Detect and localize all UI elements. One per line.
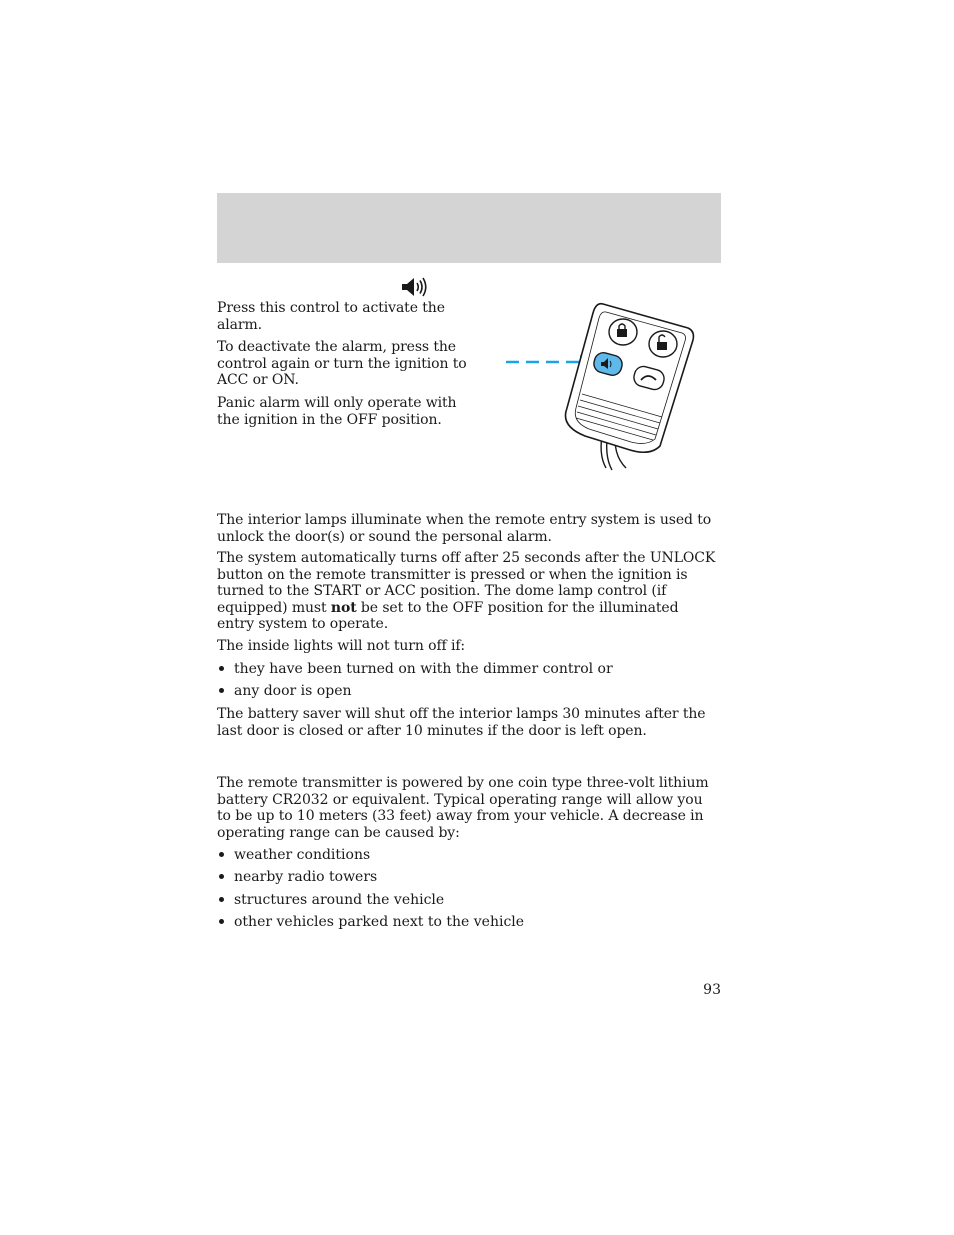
illuminated-bullet-1: they have been turned on with the dimmer control or [234, 661, 613, 677]
illuminated-para-3: The inside lights will not turn off if: [217, 638, 466, 654]
battery-bullet-1: weather conditions [234, 847, 371, 863]
panic-para-3: Panic alarm will only operate with the ignition in the OFF position. [217, 395, 457, 428]
battery-bullet-4: other vehicles parked next to the vehicle [234, 914, 525, 930]
speaker-icon [400, 276, 428, 298]
bullet-dot [219, 919, 224, 924]
key-fob-transmitter-icon [500, 296, 705, 476]
panic-para-1: Press this control to activate the alarm. [217, 300, 445, 333]
bullet-dot [219, 688, 224, 693]
section-header-band [217, 193, 721, 263]
emphasis-not: not [330, 599, 357, 616]
bullet-dot [219, 897, 224, 902]
battery-bullet-3: structures around the vehicle [234, 892, 445, 908]
battery-bullet-2: nearby radio towers [234, 869, 378, 885]
page-number: 93 [703, 982, 721, 998]
illuminated-para-4: The battery saver will shut off the interior lamps 30 minutes after the last door is closed or after 10 minutes if the door is left open. [217, 706, 706, 739]
bullet-dot [219, 852, 224, 857]
panic-para-2: To deactivate the alarm, press the control again or turn the ignition to ACC or ON. [217, 339, 467, 388]
bullet-dot [219, 874, 224, 879]
bullet-dot [219, 666, 224, 671]
illuminated-bullet-2: any door is open [234, 683, 352, 699]
battery-para-1: The remote transmitter is powered by one coin type three-volt lithium battery CR2032 or equivalent. Typical operating range will allow you to be up to 10 meters (33 feet) away from your vehicle. A decrease in operating range can be caused by: [217, 775, 709, 841]
illuminated-para-1: The interior lamps illuminate when the remote entry system is used to unlock the door(s) or sound the personal alarm. [217, 512, 712, 545]
illuminated-para-2: The system automatically turns off after 25 seconds after the UNLOCK button on the remote transmitter is pressed or when the ignition is turned to the START or ACC position. The dome lamp control (if equipped) must not be set to the OFF position for the illuminated entry system to operate. [217, 550, 716, 632]
